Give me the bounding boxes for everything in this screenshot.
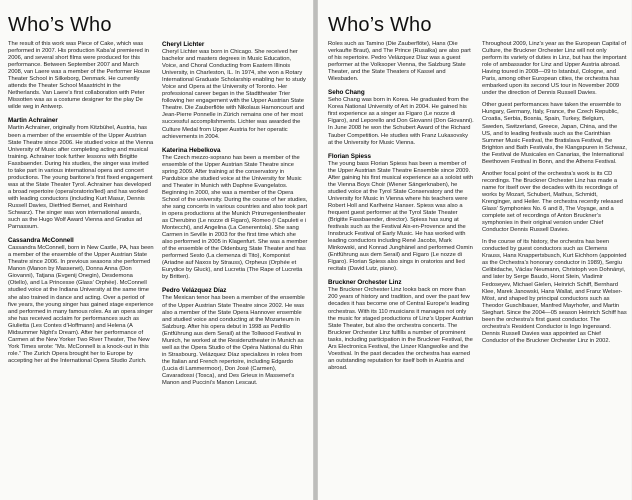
bio-paragraph: Cassandra McConnell, born in New Castle, PA, has been a member of the ensemble of the Upper Austrian State Theatre since 2006. In previous seasons she performed Manon (Manon by Massenet), Donna Anna (Don Giovanni), Tatjana (Evgenij Onegin), Desdemona (Otello), and La Princesse (Glass’ Orphée). McConnell studied voice at the Indiana University at the same time she also trained in dance and acting. Over a period of five years, the young singer has gained stage experience and performed in many famous roles. As an opera singer she has received acclaim for performances such as Giulietta (Les Contes d’Hoffmann) and Helena (A Midsummer Night’s Dream). After her performance of Carmen at the New Yorker Two River Theater, The New York Times wrote: “Ms. McConnell is a knock-out in this role.” The Zurich Opera brought her to Europe by accepting her at the International Opera Studio Zurich. [8, 245, 154, 364]
bio-paragraph: Another focal point of the orchestra’s work is its CD recordings. The Bruckner Orchester Linz has made a name for itself over the decades with its recordings of works by Mozart, Schubert, Mathus, Schmidt, Krenginger, and Heiler. The orchestra recently released Glass’ Symphonies No. 6 and 8, The Voyage, and a complete set of recordings of Anton Bruckner’s symphonies in their original version under Chief Conductor Dennis Russell Davies. [482, 170, 623, 234]
bio-name: Katerina Hebelkova [162, 146, 221, 154]
bio-florian-spiess [328, 153, 474, 274]
bio-paragraph: The result of this work was Piece of Cake, which was performed in 2007. His production Kaba’al premiered in 2006, and several short films were produced for this performance. Between September 2007 and March 2008, van Laere was a member of the Performer House Theater School in Silkeborg, Denmark. He currently attends the Theater School Maastricht in the Netherlands. Van Laere’s first collaboration with Peter Missotten was as a costume designer for the play De wilde weg in Antwerp. [8, 41, 151, 111]
bio-name: Pedro Velázquez Díaz [162, 287, 227, 295]
right-page-column-1 [328, 41, 474, 372]
bio-pedro-velazquez-diaz [162, 287, 308, 387]
bio-katerina-hebelkova [162, 147, 308, 282]
bio-paragraph: Roles such as Tamino (Die Zauberflöte), Hans (Die verkaufte Braut), and The Prince (Rusalka) are also part of his repertoire. Pedro Velázquez Díaz was a guest performer at the Volksoper Vienna, the Salzburg State Theater, and the State Theaters of Kassel and Wiesbaden. [328, 41, 471, 83]
bio-continued-van-laere [8, 41, 154, 111]
page-title: Who’s Who [328, 14, 432, 36]
bio-name: Seho Chang [328, 89, 365, 97]
bio-name: Cassandra McConnell [8, 237, 74, 245]
bio-paragraph: The Bruckner Orchester Linz looks back on more than 200 years of history and tradition, and over the past few decades it has become one of Central Europe’s leading orchestras. With its 110 musicians it manages not only the music for staged productions of Linz’s Upper Austrian State Theater, but also the orchestra concerts. The Bruckner Orchester Linz fulfills a number of prominent tasks, including participation in the Bruckner Festival, the Ars Electronica Festival, the Linzer Klangwolke and the Voestival. In the past decades the orchestra has earned an outstanding reputation for itself both in Austria and abroad. [328, 287, 474, 371]
bio-bruckner-orchester-linz [328, 279, 474, 372]
bio-name: Martin Achrainer [8, 117, 58, 125]
right-page [317, 0, 631, 500]
bio-paragraph: Other guest performances have taken the ensemble to Hungary, Germany, Italy, France, the Czech Republic, Croatia, Serbia, Bosnia, Spain, Turkey, Belgium, Sweden, Switzerland, Greece, Japan, China, and the US, and to leading festivals such as the Carinthian Summer Music Festival, the Bratislava Festival, the Brighton and Bath Festivals, the Klangspuren in Schwaz, the Festival de Musicales en Canarias, the International Beethoven Festival in Bonn, and the Athens Festival. [482, 102, 627, 165]
right-page-columns [328, 41, 627, 372]
bio-continued-bruckner-orchester-linz [482, 41, 628, 345]
left-page-column-2 [162, 41, 308, 387]
right-page-column-2 [482, 41, 628, 372]
bio-paragraph: Martin Achrainer, originally from Kitzbühel, Austria, has been a member of the ensemble of the Upper Austrian State Theatre since 2006. He studied voice at the Vienna University of Music after completing acting and musical training. Achrainer took further lessons with Brigitte Fassbaender. During his studies, the singer was invited to take part in various international opera and concert productions. The young baritone’s first fixed engagement was at the State Theater Tyrol. Achrainer has developed a broad repertoire (opera/oratorio/lied) and has worked with leading conductors (including Kurt Masur, Dennis Russell Davies, Dietfried Bernet, and Reinhard Schwarz). The singer was won international awards, such as the Hugo Wolf Award Vienna and Gradus ad Parnassum. [8, 125, 154, 231]
bio-paragraph: The Mexican tenor has been a member of the ensemble of the Upper Austrian State Theatre since 2002. He was also a member of the State Opera Hannover ensemble and studied voice and conducting at the Mozarteum in Salzburg. After his opera debut in 1998 as Pedrillo (Entführung aus dem Serail) at the Tollwood Festival in Munich, he worked at the Residenztheater in Munich as well as the Opera Studio of the Opéra National du Rhin in Strasbourg. Velázquez Díaz specializes in roles from the Italian and French repertoire, including Edgardo (Lucia di Lammermoor), Don José (Carmen), Cavaradossi (Tosca), and Des Grieux in Massenet’s Manon and Puccini’s Manon Lescaut. [162, 295, 305, 387]
bio-continued-velazquez-diaz [328, 41, 474, 83]
bio-paragraph: Throughout 2009, Linz’s year as the European Capital of Culture, the Bruckner Orchester Linz will not only perform its variety of duties in Linz, but has the important role of ambassador for Linz and Upper Austria abroad. Having toured in 2008—09 to Istanbul, Cologne, and Paris, among other European cities, the orchestra has embarked upon its second US tour in November 2009 under the direction of Dennis Russell Davies. [482, 41, 627, 97]
bio-name: Cheryl Lichter [162, 41, 205, 48]
bio-paragraph: Seho Chang was born in Korea. He graduated from the Korea National University of Art in 2004. He gained his first experience as a singer as Figaro (Le nozze di Figaro), and Leporello and Don Giovanni (Don Giovanni). In June 2008 he won the Schubert Award of the Richard Tauber Competition. He studies with Franz Lukasovsky at the University for Music Vienna. [328, 97, 474, 146]
bio-name: Bruckner Orchester Linz [328, 279, 402, 287]
bio-paragraph: Cheryl Lichter was born in Chicago. She received her bachelor and masters degrees in Music Education, Voice, and Choral Conducting from Eastern Illinois University, in Charleston, IL. In 1974, she won a Rotary International Graduate Scholarship enabling her to study Voice and Opera at the University of Toronto. Her professional career began in the Stadttheater Trier following her engagement with the Upper Austrian State Theatre. Die Zauberflöte with Nikolaus Harnoncourt and Jean-Pierre Ponnelle in Zürich remains one of her most successful accomplishments. Lichter was awarded the Culture Medal from Upper Austria for her operatic achievements in 2004. [162, 49, 306, 140]
bio-cassandra-mcconnell [8, 237, 154, 365]
bio-seho-chang [328, 89, 474, 146]
left-page-column-1 [8, 41, 154, 387]
left-page [0, 0, 314, 500]
bio-cheryl-lichter [162, 41, 308, 141]
bio-paragraph: The Czech mezzo-soprano has been a member of the ensemble of the Upper Austrian State Theatre since spring 2009. After training at the conservatory in Pardubice she studied voice at the University for Music and Theater in Munich with Daphne Evangelatos. Beginning in 2000, she was a member of the Opera School of the university. During the course of her studies, she sang concerts in various countries and also took part in opera productions at the Munich Prinzregententheater as Cherubino (Le nozze di Figaro), Romeo (I Capuleti e i Montecchi), and Angelina (La Cenerentola). She sang Carmen in Seville in 2003 for the first time which she also performed in 2005 in Klagenfurt. She was a member of the ensemble of the Oldenburg State Theater and has performed Sesto (La clemenza di Tito), Komponist (Ariadne auf Naxos by Strauss), Orpheus (Orphée et Eurydice by Gluck), and Lucretia (The Rape of Lucretia by Britten). [162, 154, 308, 281]
left-page-columns [8, 41, 308, 387]
page-title: Who’s Who [8, 14, 112, 36]
bio-name: Florian Spiess [328, 152, 372, 160]
bio-paragraph: The young bass Florian Spiess has been a member of the Upper Austrian State Theatre Ensemble since 2009. After gaining his first musical experience as a soloist with the Vienna Boys Choir (Wiener Sängerknaben), he studied voice at the Tyrol State Conservatory and the University for Music in Vienna where his teachers were Robert Holl and Karlheinz Hanser. Spiess was also a frequent guest performer at the Tyrol State Theater (Brigitte Fassbaender, director). Spiess has sung at festivals such as the Festival Aix-en-Provence and the Innsbruck Festival of Early Music. He has worked with leading conductors including René Jacobs, Mark Minkowski, and Konrad Junghänel and performed Osmin (Entführung aus dem Serail) and Figaro (Le nozze di Figaro). Florian Spiess also sings in oratorios and lied recitals (David Lutz, piano). [328, 160, 474, 273]
bio-martin-achrainer [8, 117, 154, 231]
bio-paragraph: In the course of its history, the orchestra has been conducted by guest conductors such as Clemens Krauss, Hans Knappertsbusch, Kurt Eichhorn (appointed as the Orchestra’s honorary conductor in 1989), Sergiu Celibidache, Václav Neumann, Christoph von Dohnányi, and later by Serge Baudo, Horst Stein, Vladimir Fedoseyev, Michael Gielen, Heinrich Schiff, Bernhard Klee, Marek Janowski, Hans Wallat, and Franz Welser-Möst, and shaped by principal conductors such as Theodor Guschlbauer, Manfred Mayrhofer, and Martin Sieghart. Since the 2004—05 season Heinrich Schiff has been the orchestra’s first guest conductor. The orchestra’s Resident Conductor is Ingo Ingensand. Dennis Russell Davies was appointed as Chief Conductor of the Bruckner Orchester Linz in 2002. [482, 239, 627, 344]
